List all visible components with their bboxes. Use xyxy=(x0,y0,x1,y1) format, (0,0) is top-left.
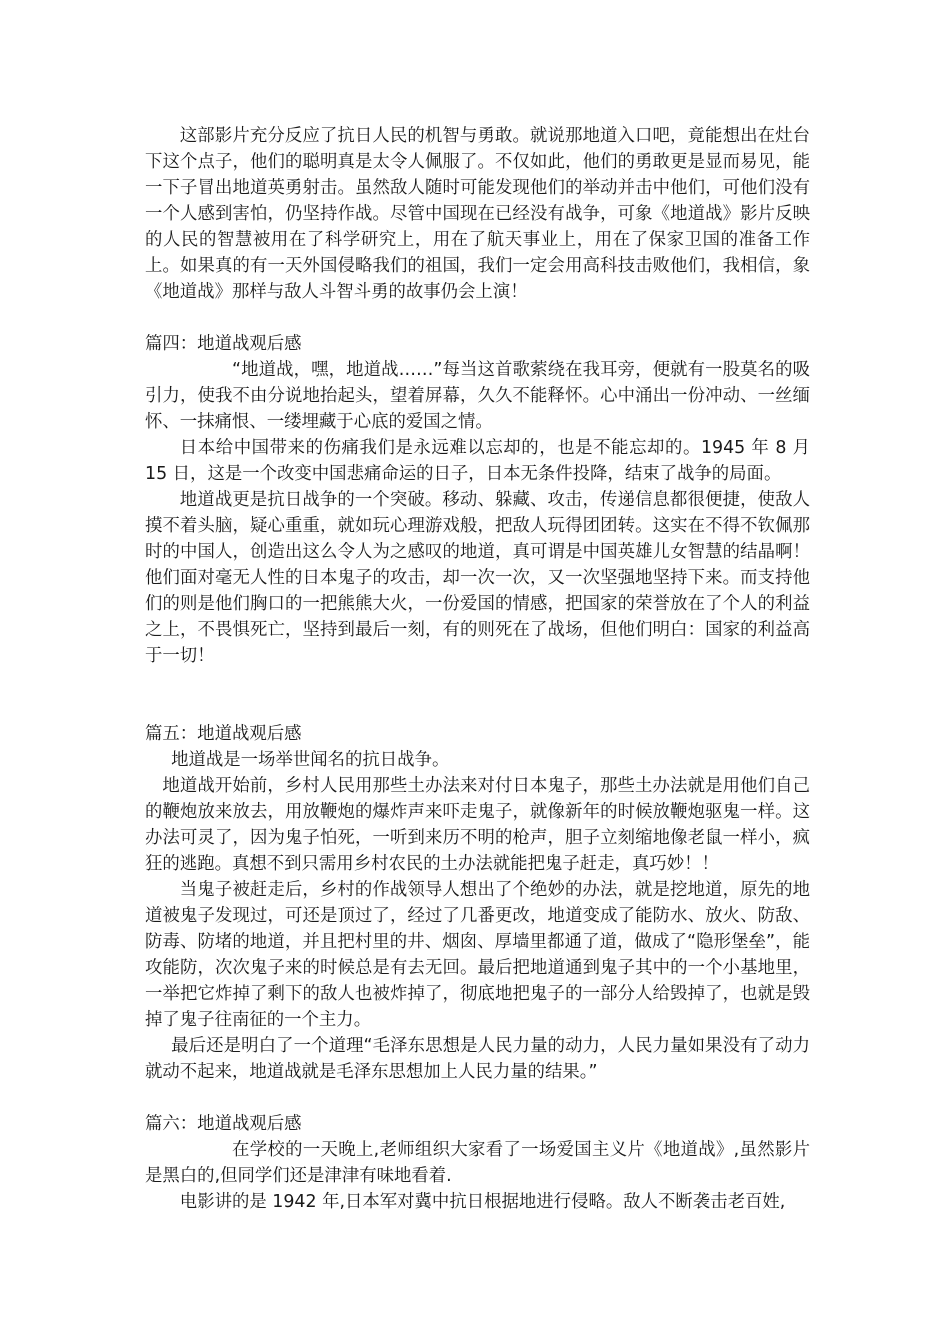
section6-paragraph-2: 电影讲的是 1942 年,日本军对冀中抗日根据地进行侵略。敌人不断袭击老百姓, xyxy=(179,1192,786,1212)
section5-heading: 篇五：地道战观后感 xyxy=(145,724,302,744)
spacer xyxy=(145,305,810,331)
section5-paragraph-4: 最后还是明白了一个道理“毛泽东思想是人民力量的动力，人民力量如果没有了动力就动不起来，地道战就是毛泽东思想加上人民力量的结果。” xyxy=(145,1036,810,1082)
spacer xyxy=(145,1085,810,1111)
section3-closing-paragraph: 这部影片充分反应了抗日人民的机智与勇敢。就说那地道入口吧，竟能想出在灶台下这个点子，他们的聪明真是太令人佩服了。不仅如此，他们的勇敢更是显而易见，能一下子冒出地道英勇射击。虽然敌人随时可能发现他们的举动并击中他们，可他们没有一个人感到害怕，仍坚持作战。尽管中国现在已经没有战争，可象《地道战》影片反映的人民的智慧被用在了科学研究上，用在了航天事业上，用在了保家卫国的准备工作上。如果真的有一天外国侵略我们的祖国，我们一定会用高科技击败他们，我相信，象《地道战》那样与敌人斗智斗勇的故事仍会上演！ xyxy=(145,126,810,302)
spacer xyxy=(145,669,810,721)
section6-paragraph-1: 在学校的一天晚上,老师组织大家看了一场爱国主义片《地道战》,虽然影片是黑白的,但同学们还是津津有味地看着. xyxy=(145,1140,810,1186)
section4-heading: 篇四：地道战观后感 xyxy=(145,334,302,354)
section5-paragraph-2: 地道战开始前，乡村人民用那些土办法来对付日本鬼子，那些土办法就是用他们自己的鞭炮放来放去，用放鞭炮的爆炸声来吓走鬼子，就像新年的时候放鞭炮驱鬼一样。这办法可灵了，因为鬼子怕死，一听到来历不明的枪声，胆子立刻缩地像老鼠一样小，疯狂的逃跑。真想不到只需用乡村农民的土办法就能把鬼子赶走，真巧妙！！ xyxy=(145,776,810,874)
section4-paragraph-2: 日本给中国带来的伤痛我们是永远难以忘却的，也是不能忘却的。1945 年 8 月 15 日，这是一个改变中国悲痛命运的日子，日本无条件投降，结束了战争的局面。 xyxy=(145,438,810,484)
section4-paragraph-1: “地道战，嘿，地道战……”每当这首歌萦绕在我耳旁，便就有一股莫名的吸引力，使我不由分说地抬起头，望着屏幕，久久不能释怀。心中涌出一份冲动、一丝缅怀、一抹痛恨、一缕埋藏于心底的爱国之情。 xyxy=(145,360,810,432)
section6-heading: 篇六：地道战观后感 xyxy=(145,1114,302,1134)
section5-paragraph-1: 地道战是一场举世闻名的抗日战争。 xyxy=(171,750,450,770)
section4-paragraph-3: 地道战更是抗日战争的一个突破。移动、躲藏、攻击，传递信息都很便捷，使敌人摸不着头脑，疑心重重，就如玩心理游戏般，把敌人玩得团团转。这实在不得不钦佩那时的中国人，创造出这么令人为之感叹的地道，真可谓是中国英雄儿女智慧的结晶啊！他们面对毫无人性的日本鬼子的攻击，却一次一次，又一次坚强地坚持下来。而支持他们的则是他们胸口的一把熊熊大火，一份爱国的情感，把国家的荣誉放在了个人的利益之上，不畏惧死亡，坚持到最后一刻，有的则死在了战场，但他们明白：国家的利益高于一切！ xyxy=(145,490,810,666)
document-body xyxy=(145,123,810,1215)
section5-paragraph-3: 当鬼子被赶走后，乡村的作战领导人想出了个绝妙的办法，就是挖地道，原先的地道被鬼子发现过，可还是顶过了，经过了几番更改，地道变成了能防水、放火、防敌、防毒、防堵的地道，并且把村里的井、烟囱、厚墙里都通了道，做成了“隐形堡垒”，能攻能防，次次鬼子来的时候总是有去无回。最后把地道通到鬼子其中的一个小基地里，一举把它炸掉了剩下的敌人也被炸掉了，彻底地把鬼子的一部分人给毁掉了，也就是毁掉了鬼子往南征的一个主力。 xyxy=(145,880,810,1030)
